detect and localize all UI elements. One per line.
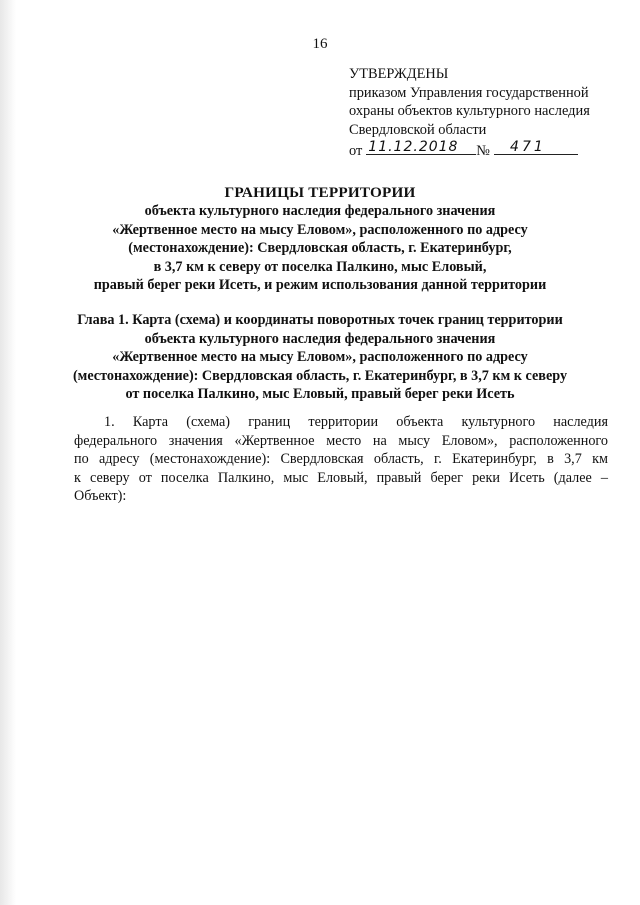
handwritten-number: 471 [510, 138, 546, 155]
date-prefix: от [349, 143, 363, 160]
document-title [60, 183, 580, 295]
approval-date-number-row [349, 139, 629, 161]
body-line-1: 1. Карта (схема) границ территории объекта культурного наследия [104, 414, 608, 430]
number-prefix: № [476, 143, 491, 160]
handwritten-date: 11.12.2018 [368, 138, 459, 155]
body-line-5: Объект): [74, 488, 127, 504]
title-line-3: (местонахождение): Свердловская область, г. Екатеринбург, [128, 240, 512, 257]
scan-shadow-edge [0, 0, 16, 905]
chapter-line-3: «Жертвенное место на мысу Еловом», расположенного по адресу [112, 349, 528, 366]
body-line-2: федерального значения «Жертвенное место на мысу Еловом», расположенного [74, 432, 608, 449]
body-paragraph [74, 413, 608, 506]
approval-heading: УТВЕРЖДЕНЫ [349, 66, 449, 82]
approval-line-1: приказом Управления государственной [349, 84, 589, 101]
chapter-line-5: от поселка Палкино, мыс Еловый, правый берег реки Исеть [125, 386, 515, 403]
title-main-heading: ГРАНИЦЫ ТЕРРИТОРИИ [224, 184, 416, 201]
number-field [494, 139, 578, 155]
chapter-heading [60, 311, 580, 404]
page-number: 16 [312, 36, 328, 52]
approval-line-2: охраны объектов культурного наследия [349, 103, 590, 120]
body-line-3: по адресу (местонахождение): Свердловская область, г. Екатеринбург, в 3,7 км [74, 451, 608, 467]
body-line-4: к северу от поселка Палкино, мыс Еловый, правый берег реки Исеть (далее – [74, 469, 608, 486]
title-line-2: «Жертвенное место на мысу Еловом», расположенного по адресу [112, 221, 528, 238]
chapter-line-1: Глава 1. Карта (схема) и координаты поворотных точек границ территории [77, 312, 563, 328]
approval-line-3: Свердловской области [349, 121, 487, 138]
title-line-1: объекта культурного наследия федерального значения [144, 203, 496, 219]
approval-stamp-block [349, 65, 629, 161]
chapter-line-2: объекта культурного наследия федерального значения [144, 330, 496, 347]
date-field [366, 139, 476, 155]
chapter-line-4: (местонахождение): Свердловская область, г. Екатеринбург, в 3,7 км к северу [72, 367, 568, 384]
title-line-5: правый берег реки Исеть, и режим использования данной территории [93, 277, 547, 294]
title-line-4: в 3,7 км к северу от поселка Палкино, мыс Еловый, [153, 258, 487, 275]
